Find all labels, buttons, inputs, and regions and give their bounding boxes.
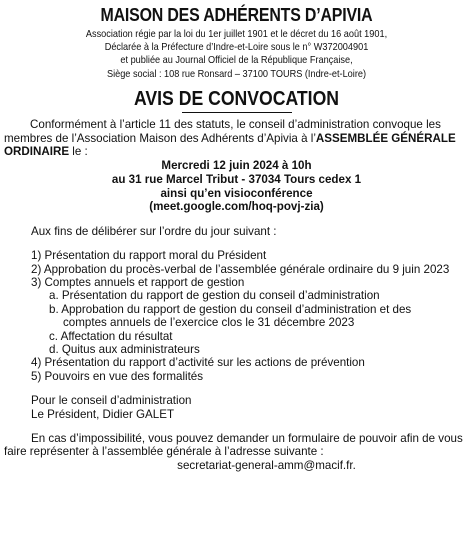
- agenda-item: 2) Approbation du procès-verbal de l’assemblée générale ordinaire du 9 juin 2023: [31, 262, 450, 276]
- agenda-intro: Aux fins de délibérer sur l’ordre du jour suivant :: [31, 224, 277, 238]
- intro-suffix: le :: [69, 145, 88, 159]
- agenda-item: 4) Présentation du rapport d’activité sur les actions de prévention: [31, 356, 365, 370]
- signature-block: [4, 394, 469, 421]
- agenda-item: 3) Comptes annuels et rapport de gestion: [31, 276, 245, 290]
- intro-text: Conformément à l’article 11 des statuts, le conseil d’administration convoque les membres de l’Association Maison des Adhérents d’Apivia à l’: [4, 118, 441, 145]
- agenda-list: [4, 249, 469, 383]
- agenda-item: 5) Pouvoirs en vue des formalités: [31, 369, 204, 383]
- signature-name: Le Président, Didier GALET: [31, 407, 175, 421]
- meeting-details: [4, 159, 469, 213]
- agenda-subitem: b. Approbation du rapport de gestion du conseil d’administration et des: [49, 302, 412, 316]
- legal-line: Association régie par la loi du 1er juillet 1901 et le décret du 16 août 1901,: [85, 29, 388, 40]
- legal-line: et publiée au Journal Officiel de la République Française,: [120, 55, 353, 67]
- meeting-link[interactable]: (meet.google.com/hoq-povj-zia): [149, 200, 324, 214]
- signature-line: Pour le conseil d’administration: [31, 394, 192, 408]
- heading-underline: [182, 112, 292, 113]
- notice-heading: AVIS DE CONVOCATION: [133, 86, 340, 110]
- agenda-item: 1) Présentation du rapport moral du Président: [31, 249, 267, 263]
- legal-info: [27, 28, 446, 81]
- legal-line: Siège social : 108 rue Ronsard – 37100 TOURS (Indre-et-Loire): [106, 68, 367, 80]
- intro-paragraph: [4, 118, 469, 158]
- meeting-visio: ainsi qu’en visioconférence: [160, 186, 313, 200]
- agenda-subitem: c. Affectation du résultat: [49, 329, 173, 343]
- closing-paragraph: En cas d’impossibilité, vous pouvez demander un formulaire de pouvoir afin de vous faire représenter à l’assemblée générale à l’adresse suivante :: [4, 432, 463, 459]
- meeting-address: au 31 rue Marcel Tribut - 37034 Tours cedex 1: [111, 173, 362, 187]
- legal-line: Déclarée à la Préfecture d’Indre-et-Loire sous le n° W372004901: [104, 42, 369, 54]
- agenda-subitem-continued: comptes annuels de l’exercice clos le 31 décembre 2023: [63, 316, 355, 330]
- contact-email[interactable]: secretariat-general-amm@macif.fr.: [177, 458, 356, 472]
- meeting-date: Mercredi 12 juin 2024 à 10h: [161, 159, 312, 173]
- agenda-subitem: a. Présentation du rapport de gestion du conseil d’administration: [49, 289, 380, 303]
- association-title: MAISON DES ADHÉRENTS D’APIVIA: [100, 4, 373, 25]
- assembly-type: ASSEMBLÉE GÉNÉRALE ORDINAIRE: [4, 131, 456, 159]
- agenda-subitem: d. Quitus aux administrateurs: [49, 343, 200, 357]
